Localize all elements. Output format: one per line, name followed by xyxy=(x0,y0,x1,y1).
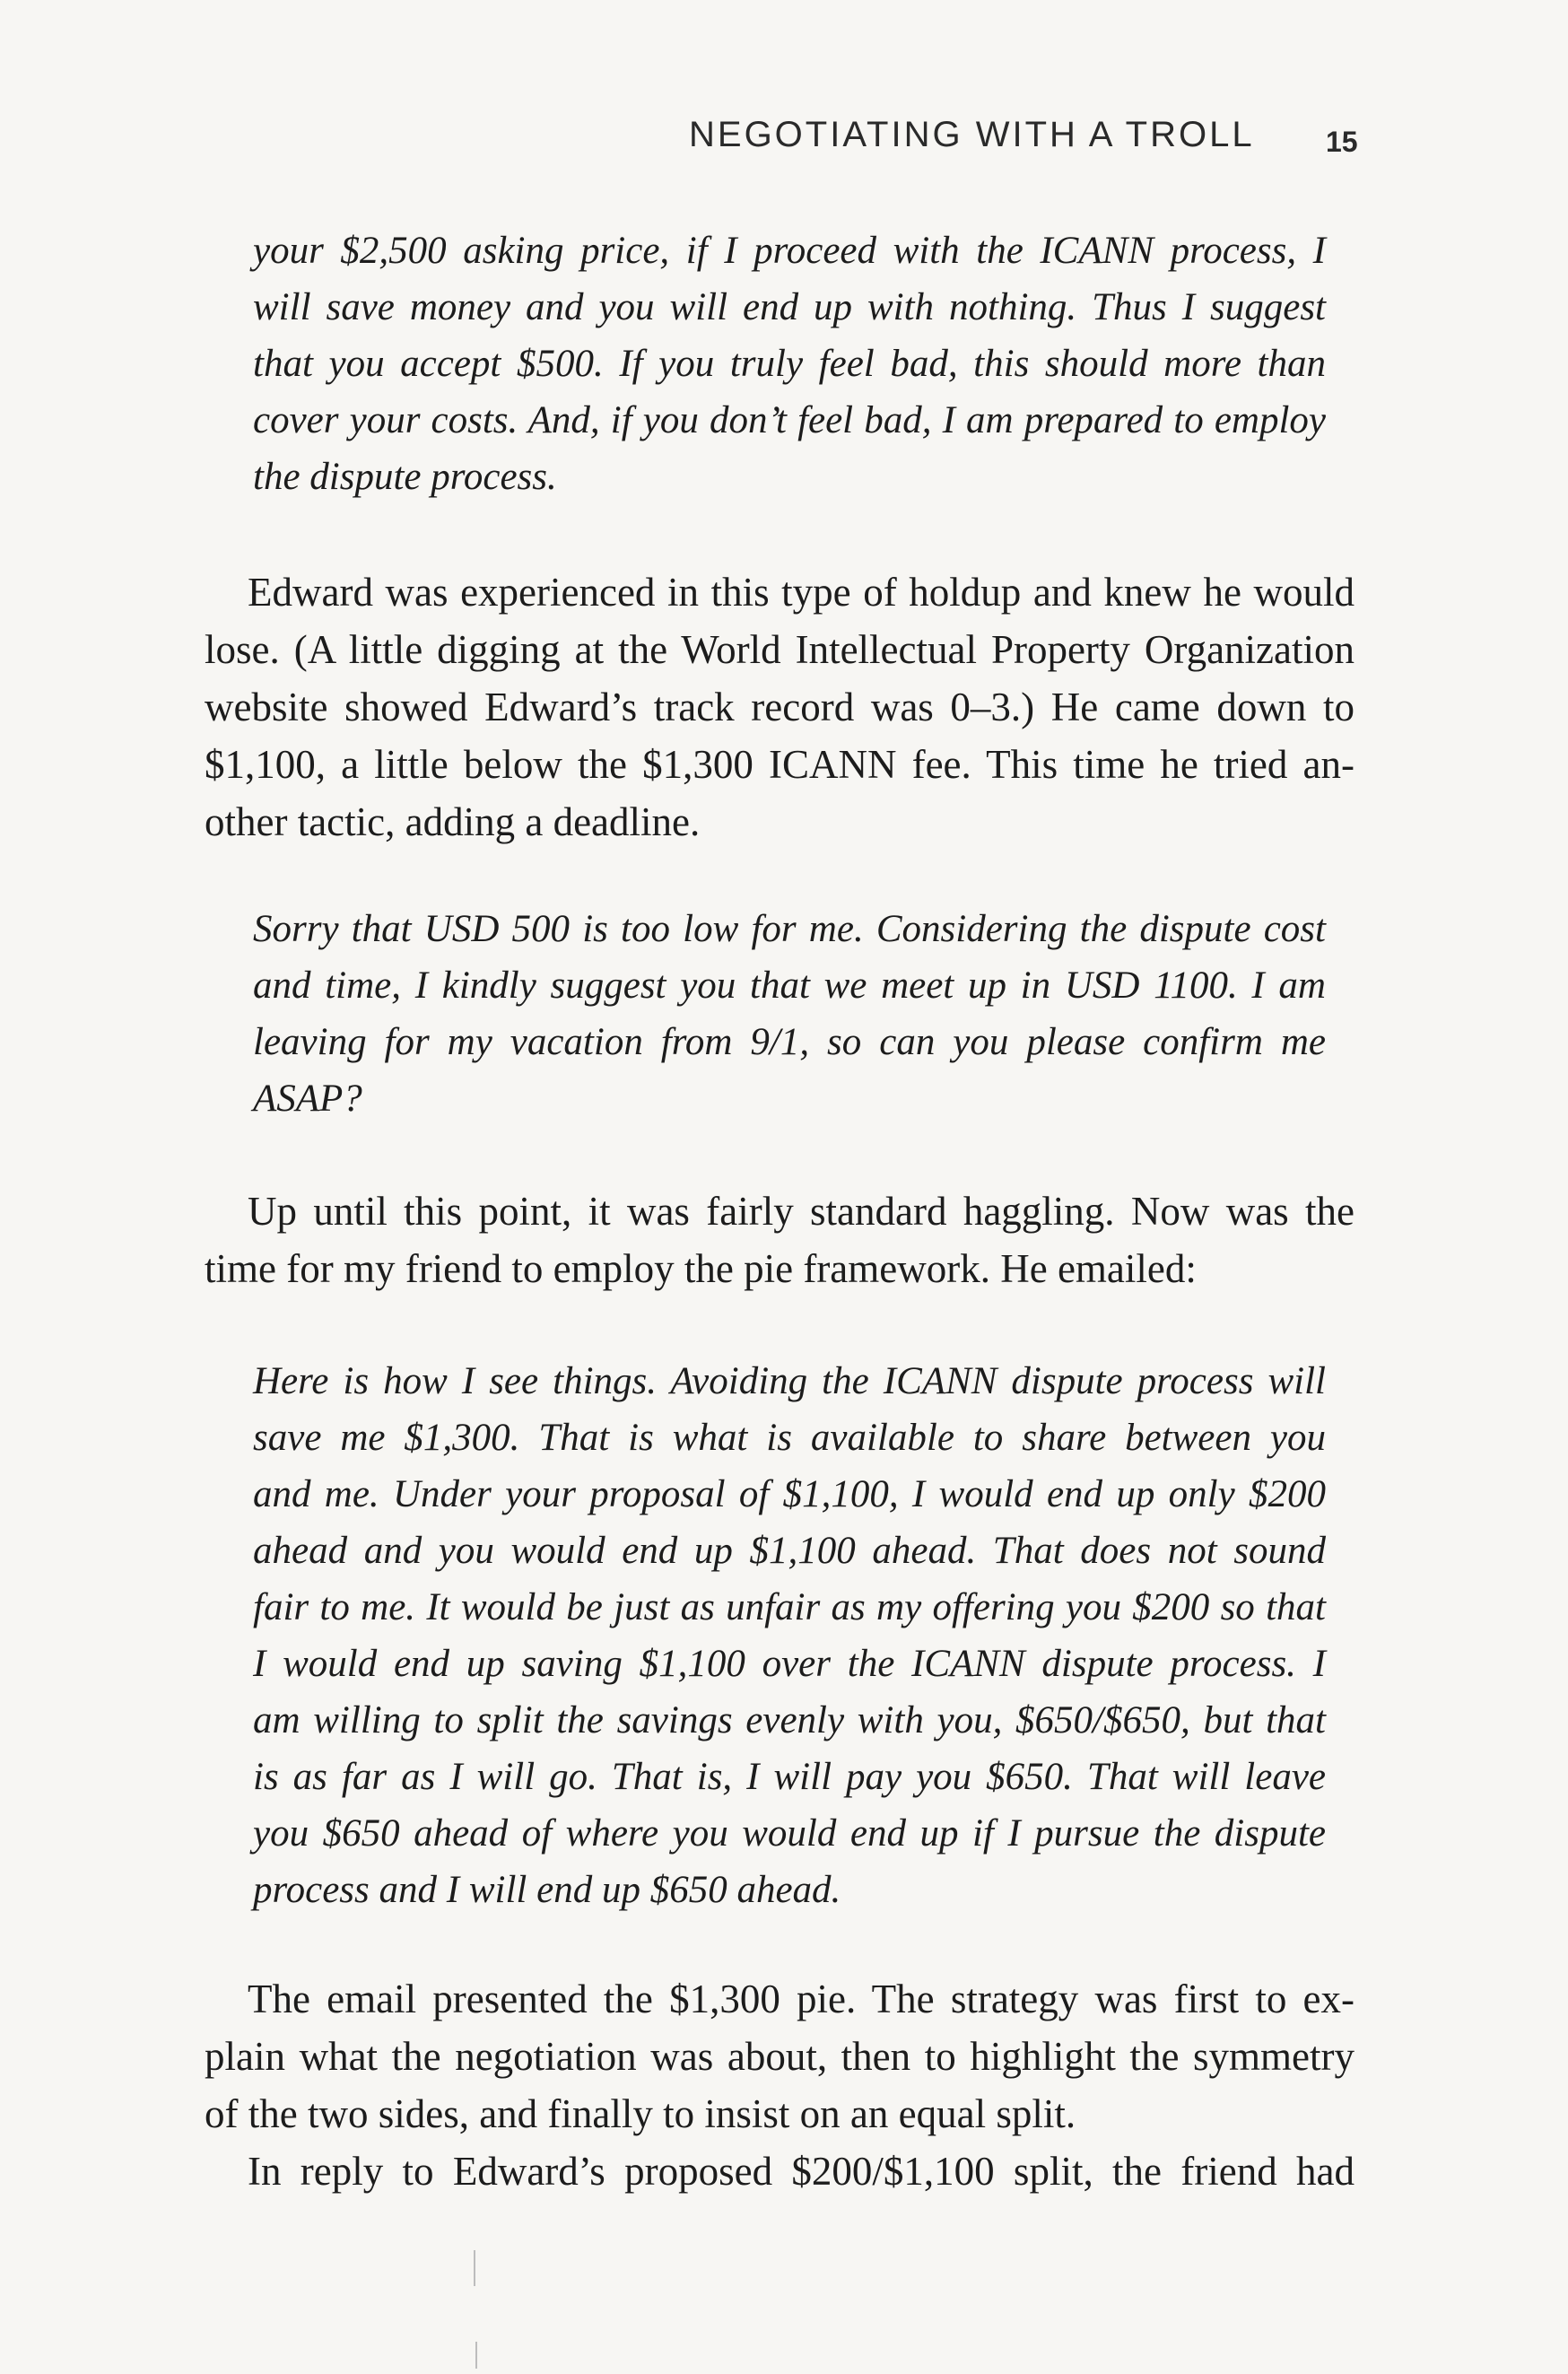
quote-line: cover your costs. And, if you don’t feel bad, I am prepared to employ xyxy=(253,399,1326,441)
quote-line: is as far as I will go. That is, I will pay you $650. That will leave xyxy=(253,1756,1326,1798)
paragraph-line: time for my friend to employ the pie framework. He emailed: xyxy=(205,1246,1197,1291)
body-paragraph-3 xyxy=(205,1970,1355,2143)
quote-line: that you accept $500. If you truly feel bad, this should more than xyxy=(253,343,1326,385)
quote-line: am willing to split the savings evenly with you, $650/$650, but that xyxy=(253,1699,1326,1741)
paragraph-line: lose. (A little digging at the World Intellectual Property Organization xyxy=(205,627,1355,672)
email-quote-2 xyxy=(253,901,1326,1127)
paragraph-line: of the two sides, and finally to insist on an equal split. xyxy=(205,2091,1076,2136)
quote-line: save me $1,300. That is what is available to share between you xyxy=(253,1417,1326,1459)
quote-line: will save money and you will end up with nothing. Thus I suggest xyxy=(253,286,1326,328)
paragraph-line: other tactic, adding a deadline. xyxy=(205,799,701,844)
email-quote-1 xyxy=(253,223,1326,505)
paragraph-line: The email presented the $1,300 pie. The strategy was first to ex- xyxy=(248,1977,1355,2021)
paragraph-line: $1,100, a little below the $1,300 ICANN fee. This time he tried an- xyxy=(205,742,1355,787)
scan-mark xyxy=(474,2250,475,2286)
body-paragraph-1 xyxy=(205,563,1355,851)
body-paragraph-4 xyxy=(205,2143,1355,2200)
quote-line: the dispute process. xyxy=(253,456,557,498)
quote-line: Here is how I see things. Avoiding the ICANN dispute process will xyxy=(253,1360,1326,1402)
quote-line: leaving for my vacation from 9/1, so can you please confirm me xyxy=(253,1021,1326,1063)
quote-line: and me. Under your proposal of $1,100, I would end up only $200 xyxy=(253,1473,1326,1515)
quote-line: Sorry that USD 500 is too low for me. Considering the dispute cost xyxy=(253,908,1326,950)
quote-line: and time, I kindly suggest you that we meet up in USD 1100. I am xyxy=(253,964,1326,1007)
quote-line: you $650 ahead of where you would end up if I pursue the dispute xyxy=(253,1812,1326,1855)
paragraph-line: website showed Edward’s track record was 0–3.) He came down to xyxy=(205,685,1355,729)
quote-line: fair to me. It would be just as unfair as my offering you $200 so that xyxy=(253,1586,1326,1628)
email-quote-3 xyxy=(253,1353,1326,1918)
page-number: 15 xyxy=(1326,126,1358,158)
quote-line: ahead and you would end up $1,100 ahead. That does not sound xyxy=(253,1530,1326,1572)
scan-mark xyxy=(475,2342,477,2369)
paragraph-line: plain what the negotiation was about, then to highlight the symmetry xyxy=(205,2034,1355,2079)
quote-line: ASAP? xyxy=(253,1078,362,1120)
running-head: NEGOTIATING WITH A TROLL xyxy=(689,115,1255,154)
quote-line: I would end up saving $1,100 over the ICANN dispute process. I xyxy=(253,1643,1326,1685)
paragraph-line: Up until this point, it was fairly standard haggling. Now was the xyxy=(248,1189,1355,1234)
body-paragraph-2 xyxy=(205,1183,1355,1297)
paragraph-line: Edward was experienced in this type of holdup and knew he would xyxy=(248,570,1355,615)
quote-line: your $2,500 asking price, if I proceed with the ICANN process, I xyxy=(253,230,1326,272)
paragraph-line: In reply to Edward’s proposed $200/$1,100 split, the friend had xyxy=(248,2149,1355,2194)
quote-line: process and I will end up $650 ahead. xyxy=(253,1869,841,1911)
